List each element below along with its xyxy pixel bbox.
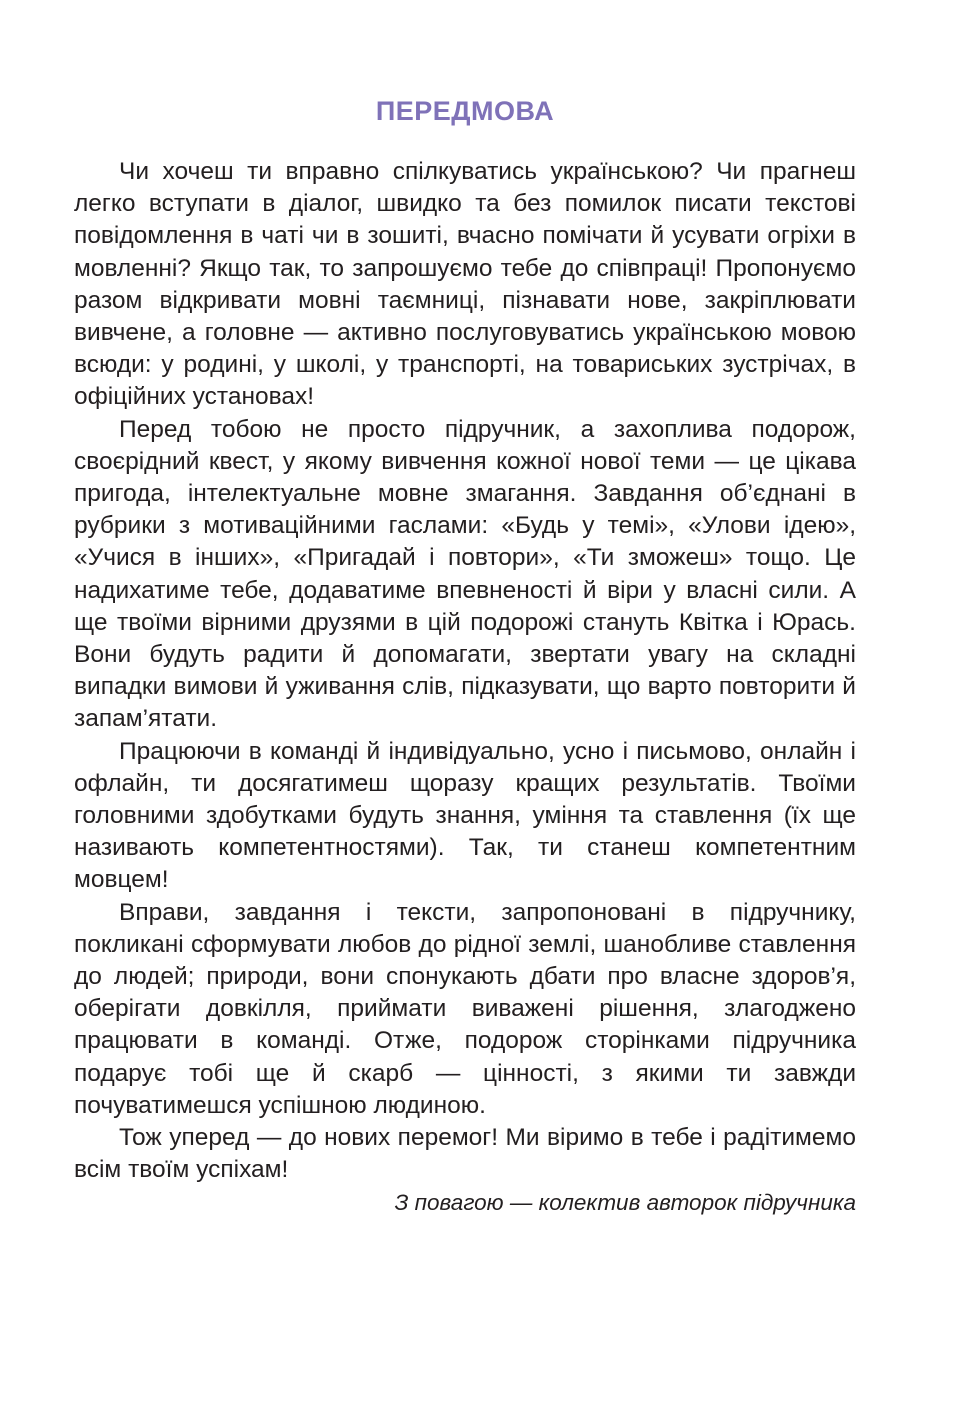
paragraph-3: Працюючи в команді й індивідуально, усно і письмово, онлайн і офлайн, ти досягатимеш щоразу кращих результатів. Твоїми головними здобутками будуть знання, уміння та ставлення (їх ще називають компетентностями). Так, ти станеш компетентним мовцем! [74,737,856,894]
authors-signature: З повагою — колектив авторок підручника [394,1190,856,1215]
page-title: ПЕРЕДМОВА [375,96,555,126]
paragraph-5: Тож уперед — до нових перемог! Ми віримо в тебе і радітимемо всім твоїм успіхам! [74,1124,856,1184]
paragraph-2: Перед тобою не просто підручник, а захоплива подорож, своєрідний квест, у якому вивчення кожної нової теми — це цікава пригода, інтелектуальне мовне змагання. Завдання об’єднані в рубрики з мотиваційними гаслами: «Будь у темі», «Улови ідею», «Учися в інших», «Пригадай і повтори», «Ти зможеш» тощо. Це надихатиме тебе, додаватиме впевненості й віри у власні сили. А ще твоїми вірними друзями в цій подорожі стануть Квітка і Юрась. Вони будуть радити й допомагати, звертати увагу на складні випадки вимови й уживання слів, підказувати, що варто повторити й запам’ятати. [74,415,856,733]
paragraph-4: Вправи, завдання і тексти, запропоновані в підручнику, покликані сформувати любов до рідної землі, шанобливе ставлення до людей; природи, вони спонукають дбати про власне здоров’я, оберігати довкілля, приймати виважені рішення, злагоджено працювати в команді. Отже, подорож сторінками підручника подарує тобі ще й скарб — цінності, з якими ти завжди почуватимешся успішною людиною. [74,898,856,1119]
preface-body [74,156,856,1187]
paragraph-1: Чи хочеш ти вправно спілкуватись українською? Чи прагнеш легко вступати в діалог, швидко та без помилок писати текстові повідомлення в чаті чи в зошиті, вчасно помічати й усувати огріхи в мовленні? Якщо так, то запрошуємо тебе до співпраці! Пропонуємо разом відкривати мовні таємниці, пізнавати нове, закріплювати вивчене, а головне — активно послуговуватись українською мовою всюди: у родині, у школі, у транспорті, на товариських зустрічах, в офіційних установах! [74,158,856,411]
